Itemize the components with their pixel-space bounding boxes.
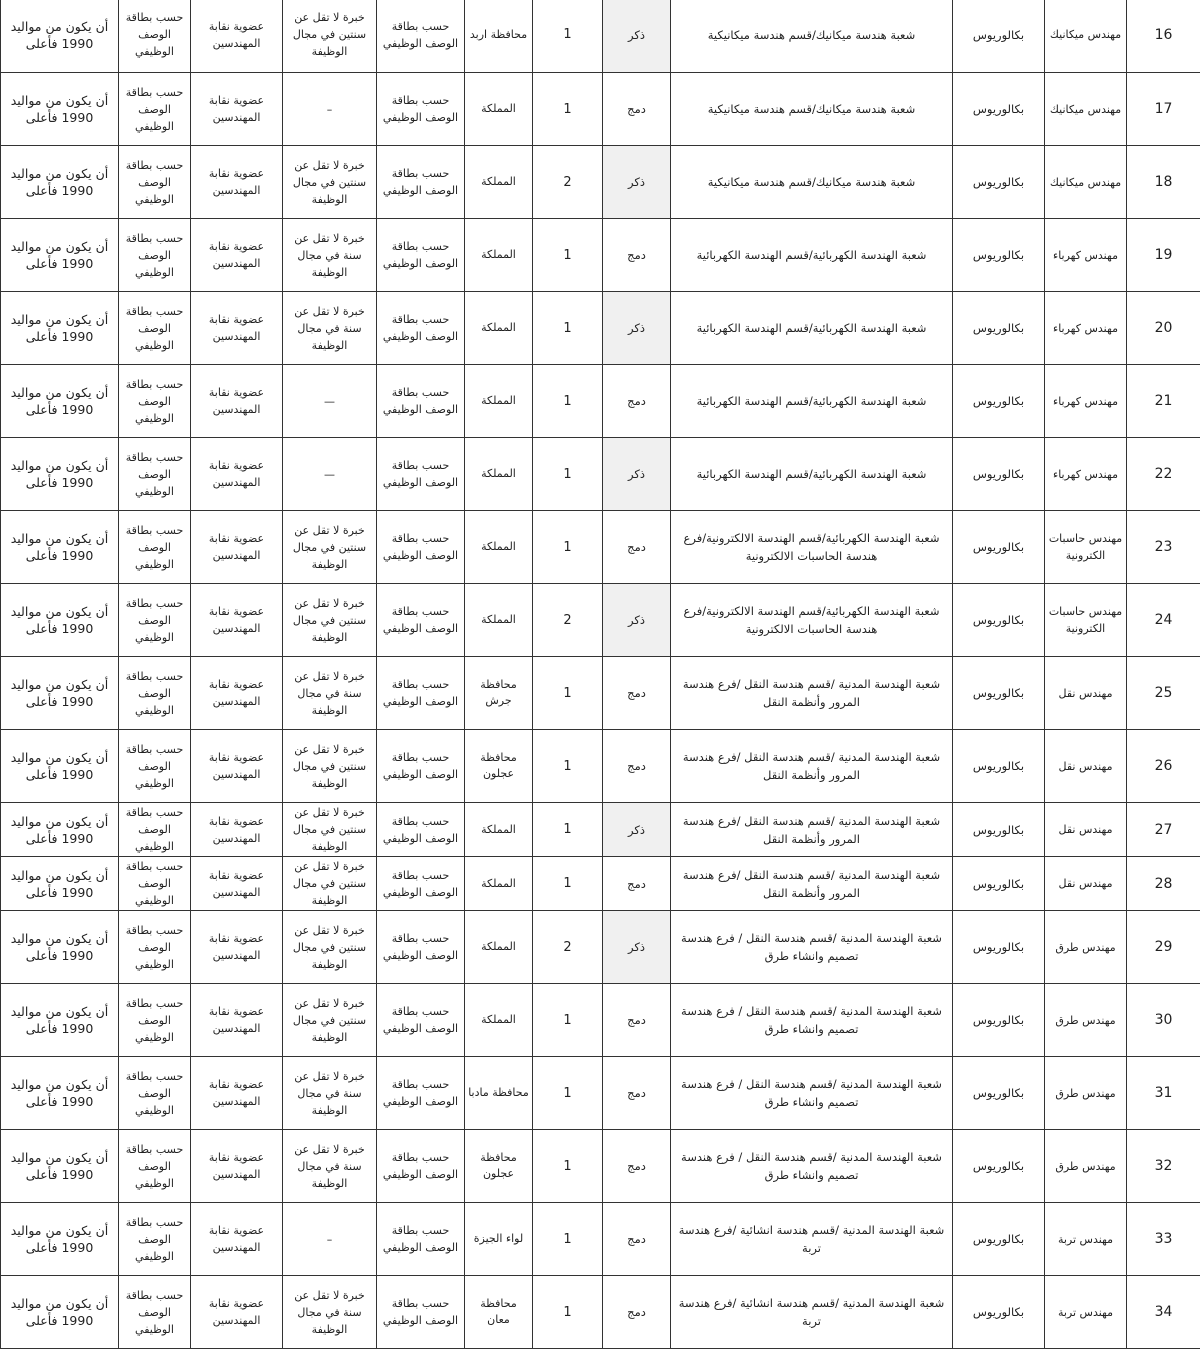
specialization-cell: شعبة هندسة ميكانيك/قسم هندسة ميكانيكية <box>671 146 953 219</box>
degree-cell: بكالوريوس <box>953 803 1045 857</box>
vacancy-count-cell: 1 <box>533 730 603 803</box>
sequence-number-cell: 19 <box>1127 219 1200 292</box>
skills-cell: حسب بطاقة الوصف الوظيفي <box>119 511 191 584</box>
table-row <box>1 1276 1200 1349</box>
vacancy-count-cell: 2 <box>533 146 603 219</box>
job-title-cell: مهندس ميكانيك <box>1045 146 1127 219</box>
experience-cell: خبرة لا تقل عن سنتين في مجال الوظيفة <box>283 0 377 73</box>
specialization-cell: شعبة الهندسة المدنية /قسم هندسة انشائية /فرع هندسة تربة <box>671 1203 953 1276</box>
gender-cell: دمج <box>603 857 671 911</box>
specialization-cell: شعبة الهندسة الكهربائية/قسم الهندسة الكهربائية <box>671 438 953 511</box>
job-card-cell: حسب بطاقة الوصف الوظيفي <box>377 73 465 146</box>
experience-cell: خبرة لا تقل عن سنتين في مجال الوظيفة <box>283 146 377 219</box>
experience-cell: خبرة لا تقل عن سنة في مجال الوظيفة <box>283 219 377 292</box>
specialization-cell: شعبة الهندسة المدنية /قسم هندسة النقل /فرع هندسة المرور وأنظمة النقل <box>671 803 953 857</box>
membership-cell: عضوية نقابة المهندسين <box>191 1276 283 1349</box>
table-row <box>1 857 1200 911</box>
degree-cell: بكالوريوس <box>953 1276 1045 1349</box>
experience-cell: خبرة لا تقل عن سنتين في مجال الوظيفة <box>283 857 377 911</box>
specialization-cell: شعبة هندسة ميكانيك/قسم هندسة ميكانيكية <box>671 0 953 73</box>
membership-cell: عضوية نقابة المهندسين <box>191 1057 283 1130</box>
gender-cell: دمج <box>603 511 671 584</box>
location-cell: المملكة <box>465 857 533 911</box>
skills-cell: حسب بطاقة الوصف الوظيفي <box>119 1276 191 1349</box>
skills-cell: حسب بطاقة الوصف الوظيفي <box>119 292 191 365</box>
membership-cell: عضوية نقابة المهندسين <box>191 984 283 1057</box>
age-condition-cell: أن يكون من مواليد 1990 فأعلى <box>1 730 119 803</box>
vacancy-count-cell: 1 <box>533 803 603 857</box>
specialization-cell: شعبة الهندسة المدنية /قسم هندسة النقل /فرع هندسة المرور وأنظمة النقل <box>671 657 953 730</box>
vacancy-count-cell: 1 <box>533 1276 603 1349</box>
skills-cell: حسب بطاقة الوصف الوظيفي <box>119 73 191 146</box>
degree-cell: بكالوريوس <box>953 1203 1045 1276</box>
sequence-number-cell: 25 <box>1127 657 1200 730</box>
membership-cell: عضوية نقابة المهندسين <box>191 292 283 365</box>
table-row <box>1 0 1200 73</box>
experience-cell: — <box>283 438 377 511</box>
job-title-cell: مهندس طرق <box>1045 1130 1127 1203</box>
location-cell: المملكة <box>465 73 533 146</box>
table-row <box>1 984 1200 1057</box>
skills-cell: حسب بطاقة الوصف الوظيفي <box>119 1130 191 1203</box>
job-card-cell: حسب بطاقة الوصف الوظيفي <box>377 857 465 911</box>
job-card-cell: حسب بطاقة الوصف الوظيفي <box>377 219 465 292</box>
sequence-number-cell: 29 <box>1127 911 1200 984</box>
membership-cell: عضوية نقابة المهندسين <box>191 0 283 73</box>
gender-cell: دمج <box>603 73 671 146</box>
degree-cell: بكالوريوس <box>953 984 1045 1057</box>
experience-cell: خبرة لا تقل عن سنة في مجال الوظيفة <box>283 657 377 730</box>
location-cell: المملكة <box>465 438 533 511</box>
degree-cell: بكالوريوس <box>953 73 1045 146</box>
experience-cell: خبرة لا تقل عن سنة في مجال الوظيفة <box>283 1276 377 1349</box>
gender-cell: دمج <box>603 730 671 803</box>
degree-cell: بكالوريوس <box>953 0 1045 73</box>
skills-cell: حسب بطاقة الوصف الوظيفي <box>119 984 191 1057</box>
specialization-cell: شعبة الهندسة المدنية /قسم هندسة النقل / فرع هندسة تصميم وانشاء طرق <box>671 1057 953 1130</box>
skills-cell: حسب بطاقة الوصف الوظيفي <box>119 438 191 511</box>
age-condition-cell: أن يكون من مواليد 1990 فأعلى <box>1 219 119 292</box>
specialization-cell: شعبة الهندسة الكهربائية/قسم الهندسة الكهربائية <box>671 292 953 365</box>
membership-cell: عضوية نقابة المهندسين <box>191 857 283 911</box>
membership-cell: عضوية نقابة المهندسين <box>191 511 283 584</box>
vacancy-count-cell: 1 <box>533 73 603 146</box>
vacancy-count-cell: 1 <box>533 0 603 73</box>
job-card-cell: حسب بطاقة الوصف الوظيفي <box>377 911 465 984</box>
gender-cell: دمج <box>603 1130 671 1203</box>
table-row <box>1 365 1200 438</box>
experience-cell: خبرة لا تقل عن سنتين في مجال الوظيفة <box>283 730 377 803</box>
degree-cell: بكالوريوس <box>953 365 1045 438</box>
job-card-cell: حسب بطاقة الوصف الوظيفي <box>377 146 465 219</box>
gender-cell: دمج <box>603 657 671 730</box>
gender-cell: ذكر <box>603 803 671 857</box>
vacancy-count-cell: 1 <box>533 438 603 511</box>
experience-cell: – <box>283 73 377 146</box>
skills-cell: حسب بطاقة الوصف الوظيفي <box>119 1057 191 1130</box>
sequence-number-cell: 32 <box>1127 1130 1200 1203</box>
age-condition-cell: أن يكون من مواليد 1990 فأعلى <box>1 0 119 73</box>
location-cell: المملكة <box>465 146 533 219</box>
job-card-cell: حسب بطاقة الوصف الوظيفي <box>377 730 465 803</box>
job-title-cell: مهندس تربة <box>1045 1276 1127 1349</box>
experience-cell: – <box>283 1203 377 1276</box>
sequence-number-cell: 23 <box>1127 511 1200 584</box>
degree-cell: بكالوريوس <box>953 730 1045 803</box>
table-row <box>1 1057 1200 1130</box>
location-cell: محافظة عجلون <box>465 1130 533 1203</box>
table-row <box>1 1130 1200 1203</box>
age-condition-cell: أن يكون من مواليد 1990 فأعلى <box>1 146 119 219</box>
job-card-cell: حسب بطاقة الوصف الوظيفي <box>377 0 465 73</box>
location-cell: محافظة مادبا <box>465 1057 533 1130</box>
job-title-cell: مهندس حاسبات الكترونية <box>1045 511 1127 584</box>
job-card-cell: حسب بطاقة الوصف الوظيفي <box>377 657 465 730</box>
experience-cell: خبرة لا تقل عن سنتين في مجال الوظيفة <box>283 511 377 584</box>
membership-cell: عضوية نقابة المهندسين <box>191 657 283 730</box>
experience-cell: خبرة لا تقل عن سنتين في مجال الوظيفة <box>283 911 377 984</box>
job-title-cell: مهندس نقل <box>1045 803 1127 857</box>
membership-cell: عضوية نقابة المهندسين <box>191 438 283 511</box>
experience-cell: خبرة لا تقل عن سنة في مجال الوظيفة <box>283 1130 377 1203</box>
gender-cell: ذكر <box>603 584 671 657</box>
sequence-number-cell: 30 <box>1127 984 1200 1057</box>
degree-cell: بكالوريوس <box>953 511 1045 584</box>
degree-cell: بكالوريوس <box>953 657 1045 730</box>
age-condition-cell: أن يكون من مواليد 1990 فأعلى <box>1 1203 119 1276</box>
table-row <box>1 438 1200 511</box>
sequence-number-cell: 20 <box>1127 292 1200 365</box>
table-row <box>1 911 1200 984</box>
table-row <box>1 803 1200 857</box>
age-condition-cell: أن يكون من مواليد 1990 فأعلى <box>1 365 119 438</box>
specialization-cell: شعبة الهندسة المدنية /قسم هندسة النقل /فرع هندسة المرور وأنظمة النقل <box>671 857 953 911</box>
gender-cell: دمج <box>603 365 671 438</box>
sequence-number-cell: 27 <box>1127 803 1200 857</box>
membership-cell: عضوية نقابة المهندسين <box>191 911 283 984</box>
location-cell: المملكة <box>465 365 533 438</box>
job-title-cell: مهندس حاسبات الكترونية <box>1045 584 1127 657</box>
location-cell: محافظة عجلون <box>465 730 533 803</box>
age-condition-cell: أن يكون من مواليد 1990 فأعلى <box>1 584 119 657</box>
sequence-number-cell: 16 <box>1127 0 1200 73</box>
skills-cell: حسب بطاقة الوصف الوظيفي <box>119 730 191 803</box>
vacancy-count-cell: 1 <box>533 657 603 730</box>
membership-cell: عضوية نقابة المهندسين <box>191 730 283 803</box>
age-condition-cell: أن يكون من مواليد 1990 فأعلى <box>1 292 119 365</box>
skills-cell: حسب بطاقة الوصف الوظيفي <box>119 146 191 219</box>
job-card-cell: حسب بطاقة الوصف الوظيفي <box>377 365 465 438</box>
specialization-cell: شعبة الهندسة المدنية /قسم هندسة النقل /فرع هندسة المرور وأنظمة النقل <box>671 730 953 803</box>
age-condition-cell: أن يكون من مواليد 1990 فأعلى <box>1 911 119 984</box>
sequence-number-cell: 18 <box>1127 146 1200 219</box>
experience-cell: خبرة لا تقل عن سنة في مجال الوظيفة <box>283 1057 377 1130</box>
specialization-cell: شعبة الهندسة الكهربائية/قسم الهندسة الالكترونية/فرع هندسة الحاسبات الالكترونية <box>671 511 953 584</box>
experience-cell: خبرة لا تقل عن سنتين في مجال الوظيفة <box>283 984 377 1057</box>
gender-cell: ذكر <box>603 438 671 511</box>
job-title-cell: مهندس تربة <box>1045 1203 1127 1276</box>
skills-cell: حسب بطاقة الوصف الوظيفي <box>119 657 191 730</box>
gender-cell: دمج <box>603 1057 671 1130</box>
gender-cell: ذكر <box>603 0 671 73</box>
vacancy-count-cell: 1 <box>533 984 603 1057</box>
specialization-cell: شعبة الهندسة المدنية /قسم هندسة النقل / فرع هندسة تصميم وانشاء طرق <box>671 984 953 1057</box>
gender-cell: ذكر <box>603 911 671 984</box>
vacancy-count-cell: 1 <box>533 365 603 438</box>
job-title-cell: مهندس طرق <box>1045 911 1127 984</box>
membership-cell: عضوية نقابة المهندسين <box>191 146 283 219</box>
location-cell: المملكة <box>465 584 533 657</box>
age-condition-cell: أن يكون من مواليد 1990 فأعلى <box>1 511 119 584</box>
age-condition-cell: أن يكون من مواليد 1990 فأعلى <box>1 1276 119 1349</box>
job-card-cell: حسب بطاقة الوصف الوظيفي <box>377 584 465 657</box>
job-card-cell: حسب بطاقة الوصف الوظيفي <box>377 1203 465 1276</box>
table-row <box>1 292 1200 365</box>
job-card-cell: حسب بطاقة الوصف الوظيفي <box>377 984 465 1057</box>
membership-cell: عضوية نقابة المهندسين <box>191 803 283 857</box>
vacancy-count-cell: 1 <box>533 511 603 584</box>
location-cell: محافظة معان <box>465 1276 533 1349</box>
sequence-number-cell: 22 <box>1127 438 1200 511</box>
gender-cell: دمج <box>603 1276 671 1349</box>
job-title-cell: مهندس كهرباء <box>1045 292 1127 365</box>
location-cell: المملكة <box>465 803 533 857</box>
age-condition-cell: أن يكون من مواليد 1990 فأعلى <box>1 984 119 1057</box>
job-title-cell: مهندس كهرباء <box>1045 365 1127 438</box>
sequence-number-cell: 17 <box>1127 73 1200 146</box>
age-condition-cell: أن يكون من مواليد 1990 فأعلى <box>1 73 119 146</box>
experience-cell: خبرة لا تقل عن سنة في مجال الوظيفة <box>283 292 377 365</box>
vacancy-count-cell: 1 <box>533 219 603 292</box>
table-row <box>1 146 1200 219</box>
sequence-number-cell: 26 <box>1127 730 1200 803</box>
vacancy-count-cell: 2 <box>533 584 603 657</box>
vacancy-count-cell: 2 <box>533 911 603 984</box>
experience-cell: — <box>283 365 377 438</box>
membership-cell: عضوية نقابة المهندسين <box>191 365 283 438</box>
job-card-cell: حسب بطاقة الوصف الوظيفي <box>377 1130 465 1203</box>
age-condition-cell: أن يكون من مواليد 1990 فأعلى <box>1 438 119 511</box>
gender-cell: دمج <box>603 1203 671 1276</box>
job-card-cell: حسب بطاقة الوصف الوظيفي <box>377 511 465 584</box>
skills-cell: حسب بطاقة الوصف الوظيفي <box>119 584 191 657</box>
job-title-cell: مهندس ميكانيك <box>1045 0 1127 73</box>
job-card-cell: حسب بطاقة الوصف الوظيفي <box>377 438 465 511</box>
membership-cell: عضوية نقابة المهندسين <box>191 73 283 146</box>
degree-cell: بكالوريوس <box>953 911 1045 984</box>
location-cell: محافظة جرش <box>465 657 533 730</box>
location-cell: المملكة <box>465 984 533 1057</box>
sequence-number-cell: 21 <box>1127 365 1200 438</box>
vacancy-count-cell: 1 <box>533 1130 603 1203</box>
job-card-cell: حسب بطاقة الوصف الوظيفي <box>377 292 465 365</box>
gender-cell: دمج <box>603 219 671 292</box>
sequence-number-cell: 33 <box>1127 1203 1200 1276</box>
skills-cell: حسب بطاقة الوصف الوظيفي <box>119 911 191 984</box>
degree-cell: بكالوريوس <box>953 219 1045 292</box>
table-row <box>1 730 1200 803</box>
specialization-cell: شعبة الهندسة المدنية /قسم هندسة النقل / فرع هندسة تصميم وانشاء طرق <box>671 1130 953 1203</box>
job-title-cell: مهندس نقل <box>1045 857 1127 911</box>
vacancy-count-cell: 1 <box>533 1057 603 1130</box>
location-cell: المملكة <box>465 219 533 292</box>
job-card-cell: حسب بطاقة الوصف الوظيفي <box>377 1276 465 1349</box>
degree-cell: بكالوريوس <box>953 584 1045 657</box>
age-condition-cell: أن يكون من مواليد 1990 فأعلى <box>1 857 119 911</box>
job-title-cell: مهندس كهرباء <box>1045 438 1127 511</box>
table-row <box>1 219 1200 292</box>
table-row <box>1 73 1200 146</box>
specialization-cell: شعبة الهندسة المدنية /قسم هندسة انشائية /فرع هندسة تربة <box>671 1276 953 1349</box>
skills-cell: حسب بطاقة الوصف الوظيفي <box>119 1203 191 1276</box>
job-title-cell: مهندس كهرباء <box>1045 219 1127 292</box>
membership-cell: عضوية نقابة المهندسين <box>191 1203 283 1276</box>
gender-cell: دمج <box>603 984 671 1057</box>
job-title-cell: مهندس طرق <box>1045 1057 1127 1130</box>
location-cell: المملكة <box>465 292 533 365</box>
table-row <box>1 657 1200 730</box>
skills-cell: حسب بطاقة الوصف الوظيفي <box>119 857 191 911</box>
membership-cell: عضوية نقابة المهندسين <box>191 584 283 657</box>
specialization-cell: شعبة هندسة ميكانيك/قسم هندسة ميكانيكية <box>671 73 953 146</box>
gender-cell: ذكر <box>603 292 671 365</box>
job-card-cell: حسب بطاقة الوصف الوظيفي <box>377 1057 465 1130</box>
experience-cell: خبرة لا تقل عن سنتين في مجال الوظيفة <box>283 803 377 857</box>
gender-cell: ذكر <box>603 146 671 219</box>
vacancy-count-cell: 1 <box>533 292 603 365</box>
job-title-cell: مهندس طرق <box>1045 984 1127 1057</box>
membership-cell: عضوية نقابة المهندسين <box>191 219 283 292</box>
degree-cell: بكالوريوس <box>953 1057 1045 1130</box>
sequence-number-cell: 34 <box>1127 1276 1200 1349</box>
location-cell: لواء الجيزة <box>465 1203 533 1276</box>
sequence-number-cell: 24 <box>1127 584 1200 657</box>
skills-cell: حسب بطاقة الوصف الوظيفي <box>119 0 191 73</box>
degree-cell: بكالوريوس <box>953 146 1045 219</box>
age-condition-cell: أن يكون من مواليد 1990 فأعلى <box>1 1057 119 1130</box>
location-cell: المملكة <box>465 511 533 584</box>
skills-cell: حسب بطاقة الوصف الوظيفي <box>119 219 191 292</box>
sequence-number-cell: 28 <box>1127 857 1200 911</box>
degree-cell: بكالوريوس <box>953 857 1045 911</box>
job-title-cell: مهندس نقل <box>1045 657 1127 730</box>
skills-cell: حسب بطاقة الوصف الوظيفي <box>119 803 191 857</box>
degree-cell: بكالوريوس <box>953 1130 1045 1203</box>
skills-cell: حسب بطاقة الوصف الوظيفي <box>119 365 191 438</box>
degree-cell: بكالوريوس <box>953 438 1045 511</box>
job-title-cell: مهندس ميكانيك <box>1045 73 1127 146</box>
vacancy-count-cell: 1 <box>533 1203 603 1276</box>
specialization-cell: شعبة الهندسة الكهربائية/قسم الهندسة الكهربائية <box>671 219 953 292</box>
job-title-cell: مهندس نقل <box>1045 730 1127 803</box>
specialization-cell: شعبة الهندسة المدنية /قسم هندسة النقل / فرع هندسة تصميم وانشاء طرق <box>671 911 953 984</box>
age-condition-cell: أن يكون من مواليد 1990 فأعلى <box>1 657 119 730</box>
sequence-number-cell: 31 <box>1127 1057 1200 1130</box>
specialization-cell: شعبة الهندسة الكهربائية/قسم الهندسة الالكترونية/فرع هندسة الحاسبات الالكترونية <box>671 584 953 657</box>
experience-cell: خبرة لا تقل عن سنتين في مجال الوظيفة <box>283 584 377 657</box>
table-row <box>1 1203 1200 1276</box>
age-condition-cell: أن يكون من مواليد 1990 فأعلى <box>1 1130 119 1203</box>
job-card-cell: حسب بطاقة الوصف الوظيفي <box>377 803 465 857</box>
table-row <box>1 584 1200 657</box>
age-condition-cell: أن يكون من مواليد 1990 فأعلى <box>1 803 119 857</box>
vacancy-count-cell: 1 <box>533 857 603 911</box>
location-cell: المملكة <box>465 911 533 984</box>
specialization-cell: شعبة الهندسة الكهربائية/قسم الهندسة الكهربائية <box>671 365 953 438</box>
table-row <box>1 511 1200 584</box>
location-cell: محافظة اربد <box>465 0 533 73</box>
degree-cell: بكالوريوس <box>953 292 1045 365</box>
membership-cell: عضوية نقابة المهندسين <box>191 1130 283 1203</box>
